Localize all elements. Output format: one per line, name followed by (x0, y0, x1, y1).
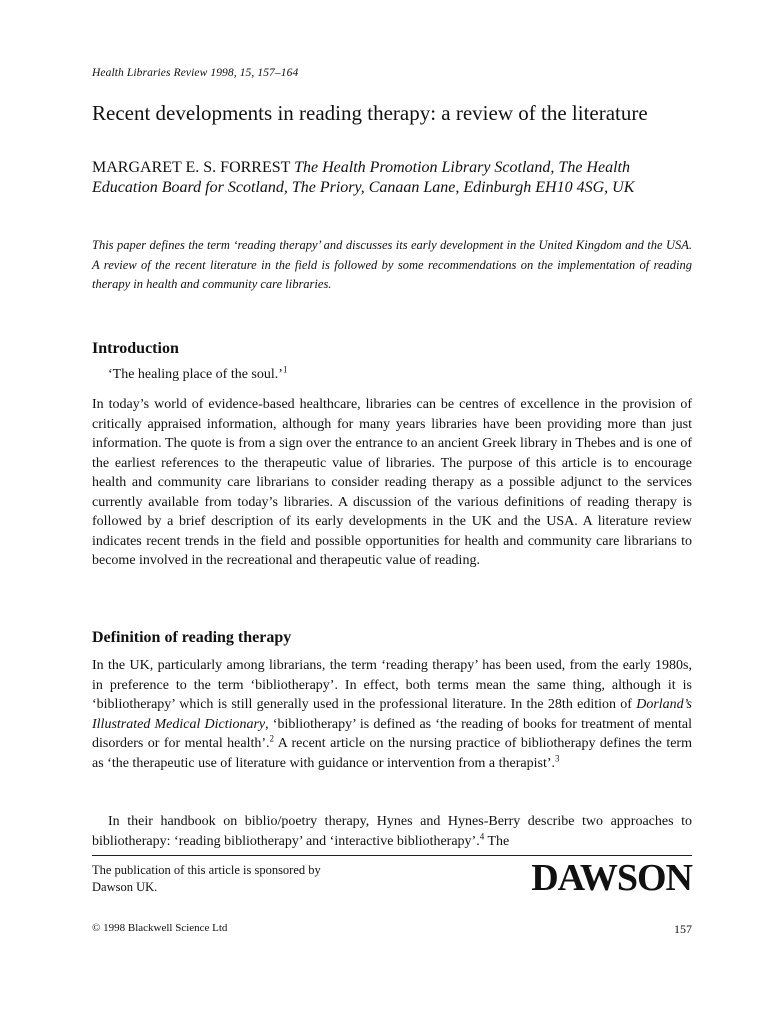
author-name: MARGARET E. S. FORREST (92, 159, 291, 176)
abstract: This paper defines the term ‘reading therapy’ and discusses its early development in the United Kingdom and the USA. A review of the recent literature in the field is followed by some recommendations on the implementation of reading therapy in health and community care libraries. (92, 238, 692, 291)
footnote-ref: 2 (269, 733, 275, 744)
definition-paragraph-2 (92, 812, 692, 851)
dawson-logo: DAWSON (531, 857, 692, 899)
text-run: In their handbook on biblio/poetry therapy, Hynes and Hynes-Berry describe two approaches to bibliotherapy: ‘reading bibliotherapy’ and ‘interactive bibliotherapy’. (92, 814, 692, 849)
introduction-paragraph: In today’s world of evidence-based healthcare, libraries can be centres of excellence in the provision of critically appraised information, although for many years libraries have been providing more than just information. The quote is from a sign over the entrance to an ancient Greek library in Thebes and is one of the earliest references to the therapeutic value of libraries. The purpose of this article is to encourage health and community care librarians to consider reading therapy as a possible adjunct to the services currently available from today’s libraries. A discussion of the various definitions of reading therapy is followed by a brief description of its early developments in the UK and the USA. A literature review indicates recent trends in the field and possible opportunities for health and community care librarians to become involved in the recreational and therapeutic value of reading. (92, 397, 692, 568)
text-run: , ‘bibliotherapy’ is defined as ‘the reading of books for treatment of mental disorders or for mental health’. (92, 716, 693, 751)
definition-paragraph-1 (92, 656, 692, 773)
footnote-ref: 4 (479, 830, 485, 841)
dictionary-title: Dorland’s Illustrated Medical Dictionary (92, 697, 692, 732)
article-title: Recent developments in reading therapy: a review of the literature (92, 101, 648, 125)
page-number: 157 (674, 922, 692, 936)
copyright-notice: © 1998 Blackwell Science Ltd (92, 922, 228, 934)
text-run: A recent article on the nursing practice of bibliotherapy defines the term as ‘the therapeutic use of literature with guidance or intervention from a therapist’. (92, 736, 692, 771)
footnote-ref: 3 (555, 752, 560, 763)
text-run: The (484, 833, 510, 849)
author-affiliation: The Health Promotion Library Scotland, The Health Education Board for Scotland, The Priory, Canaan Lane, Edinburgh (92, 159, 630, 196)
section-heading-definition: Definition of reading therapy (92, 629, 292, 646)
sponsor-note: The publication of this article is sponsored by Dawson UK. (92, 863, 321, 894)
section-heading-introduction: Introduction (92, 340, 179, 357)
epigraph-quote (108, 364, 288, 383)
author-postcode: EH10 4SG, UK (535, 179, 635, 196)
footnote-ref: 1 (282, 364, 288, 375)
quote-text: ‘The healing place of the soul.’ (108, 367, 283, 382)
text-run: In the UK, particularly among librarians, the term ‘reading therapy’ has been used, from the early 1980s, in preference to the term ‘bibliotherapy’. In effect, both terms mean the same thing, although it is ‘bibliotherapy’ which is still generally used in the professional literature. In the 28th edition of (92, 658, 692, 712)
journal-citation: Health Libraries Review 1998, 15, 157–164 (92, 67, 299, 79)
author-block (92, 158, 692, 198)
